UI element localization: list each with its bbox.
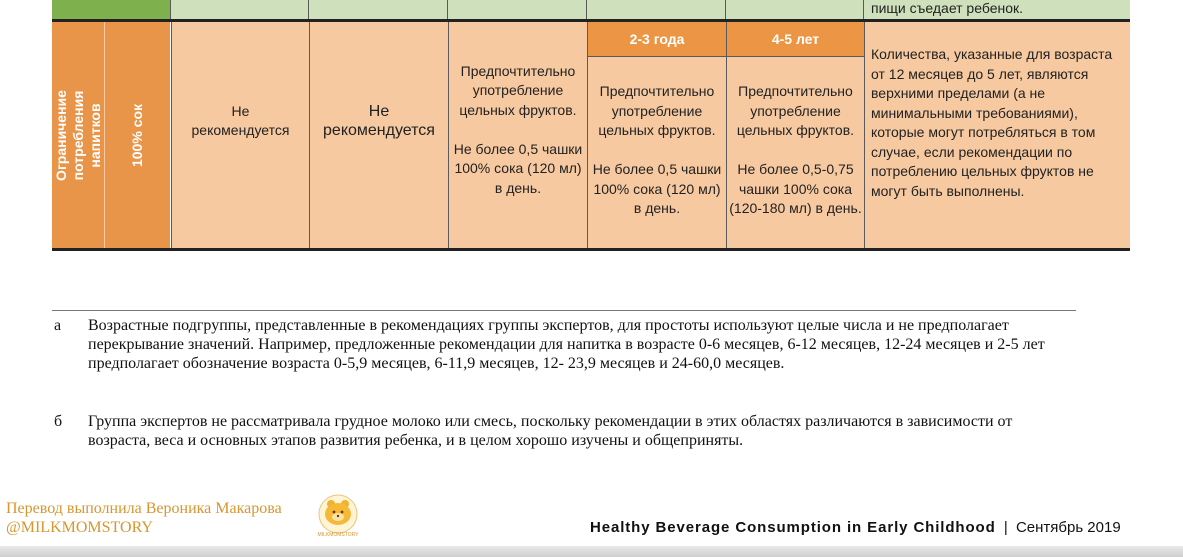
- footer-separator: |: [1003, 519, 1008, 536]
- footnote-divider: [52, 310, 1076, 311]
- age-2-3-header: 2-3 года: [587, 22, 726, 56]
- note-text: Количества, указанные для возраста от 12 месяцев до 5 лет, являются верхними пределами (а не минимальными требованиями), которые могут потребляться в том случае, если рекомендации по потреблению цельных фруктов не могут быть выполнены.: [871, 46, 1113, 199]
- previous-row-beverage-cell: [104, 0, 171, 19]
- age-4-5-header: 4-5 лет: [726, 22, 864, 56]
- note-cell: [864, 22, 1130, 248]
- footnote-b-text: Группа экспертов не рассматривала грудное молоко или смесь, поскольку рекомендации в этих областях различаются в зависимости от возраста, веса и основных этапов развития ребенка, и в целом хорошо изучены и общеприняты.: [88, 413, 1013, 449]
- age-0-6-text: Не рекомендуется: [191, 102, 290, 138]
- credit-line-1: Перевод выполнила Вероника Макарова: [6, 500, 282, 517]
- age-2-3-text: Предпочтительно употребление цельных фруктов. Не более 0,5 чашки 100% сока (120 мл) в день.: [592, 83, 722, 217]
- previous-row-note: пищи съедает ребенок.: [871, 0, 1024, 16]
- footer-shadow: [0, 546, 1183, 557]
- previous-row: [52, 0, 1130, 22]
- footnote-a-marker: a: [54, 317, 62, 334]
- age-6-12-text: Не рекомендуется: [323, 102, 435, 139]
- previous-row-label-cell: [52, 0, 104, 19]
- age-0-6-cell: [171, 22, 309, 248]
- age-6-12-cell: [309, 22, 448, 248]
- beverage-label-cell: [104, 22, 170, 248]
- juice-row: [52, 22, 1130, 251]
- logo-text: MILKMOMSTORY: [317, 532, 359, 538]
- section-label-cell: [52, 22, 104, 248]
- footnote-a-text: Возрастные подгруппы, представленные в рекомендациях группы экспертов, для простоты используют целые числа и не предполагает перекрывание значений. Например, предложенные рекомендации для напитка в возрасте 0-6 месяцев, 6-12 месяцев, 12-24 месяцев и 2-5 лет предполагает обозначение возраста 0-5,9 месяцев, 6-11,9 месяцев, 12- 23,9 месяцев и 24-60,0 месяцев.: [88, 317, 1045, 372]
- footer-title: Healthy Beverage Consumption in Early Childhood: [590, 519, 996, 536]
- footer: [590, 519, 1121, 536]
- beverage-label: 100% сок: [128, 103, 145, 167]
- age-4-5-cell: [726, 56, 864, 248]
- credit-line-2: @MILKMOMSTORY: [6, 519, 153, 536]
- footer-date: Сентябрь 2019: [1015, 519, 1121, 536]
- section-label: Ограничение потребления напитков: [52, 89, 103, 181]
- age-12-24-cell: [448, 22, 587, 248]
- milkmomstory-logo: [312, 492, 364, 540]
- age-2-3-cell: [587, 56, 726, 248]
- age-4-5-text: Предпочтительно употребление цельных фруктов. Не более 0,5-0,75 чашки 100% сока (120-180 мл) в день.: [729, 83, 862, 217]
- age-12-24-text: Предпочтительно употребление цельных фруктов. Не более 0,5 чашки 100% сока (120 мл) в день.: [453, 62, 583, 196]
- footnote-b-marker: б: [54, 413, 63, 430]
